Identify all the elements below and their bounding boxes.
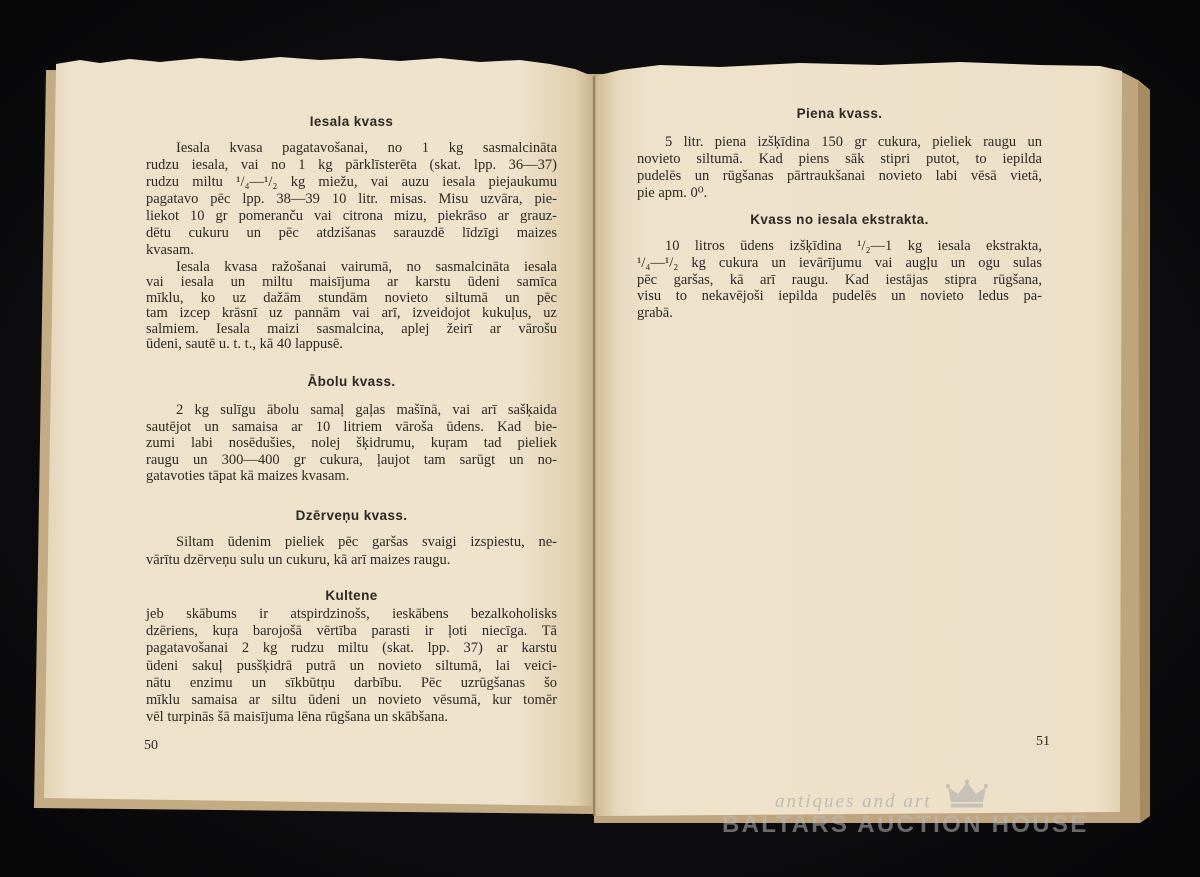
text-line: mīklu samaisa ar siltu ūdeni un novieto vēsumā, kur tomēr xyxy=(146,692,557,709)
text-line: zumi labi nosēdušies, nolej šķidrumu, kuŗam tad pieliek xyxy=(146,435,557,451)
watermark-brand-name: BALTARS AUCTION HOUSE xyxy=(722,811,1089,838)
text-line: salmiem. Iesala maizi sasmalcina, aplej žeirī ar vārošu xyxy=(146,320,557,337)
text-line: Iesala kvasa pagatavošanai, no 1 kg sasmalcināta xyxy=(176,140,557,156)
paragraph xyxy=(146,260,557,352)
text-line: dētu cukuru un pēc atdzišanas sarauzdē līdzīgi maizes xyxy=(146,225,557,241)
text-line: nātu enzimu un sīkbūtņu darbību. Pēc uzrūgšanas šo xyxy=(146,674,557,691)
text-line: kvasam. xyxy=(146,242,194,258)
text-line: Iesala kvasa ražošanai vairumā, no sasmalcināta iesala xyxy=(176,259,557,275)
page-number: 50 xyxy=(144,738,158,753)
crown-icon xyxy=(946,779,988,809)
text-line: raugu un 300—400 gr cukura, ļaujot tam sarūgt un no- xyxy=(146,451,557,468)
text-line: pēc garšas, kā arī raugu. Kad iestājas stipra rūgšana, xyxy=(637,271,1042,288)
text-line: vārītu dzērveņu sulu un cukuru, kā arī maizes raugu. xyxy=(146,552,451,568)
text-line: dzēriens, kuŗa barojošā vērtība parasti ir ļoti niecīga. Tā xyxy=(146,623,557,640)
section-heading: Iesala kvass xyxy=(309,114,394,129)
watermark-tagline: antiques and art xyxy=(775,791,932,812)
text-line: 10 litros ūdens izšķīdina ¹/₂—1 kg iesala ekstrakta, xyxy=(665,238,1042,254)
text-line: 2 kg sulīgu ābolu samaļ gaļas mašīnā, vai arī sašķaida xyxy=(176,402,557,418)
page-number: 51 xyxy=(1036,734,1050,749)
text-line: tam izcep krāsnī uz pannām vai arī, izveidojot kukuļus, uz xyxy=(146,305,557,322)
paragraph xyxy=(146,140,557,259)
text-line: pudelēs un rūgšanas pārtraukšanai novieto labi vēsā vietā, xyxy=(637,168,1042,184)
section-heading: Kvass no iesala ekstrakta. xyxy=(750,212,929,227)
paragraph xyxy=(146,533,557,569)
text-line: liekot 10 gr pomeranču vai citrona mizu, piekrāso ar grauz- xyxy=(146,208,557,224)
paragraph xyxy=(146,606,557,726)
text-line: novieto siltumā. Kad piens sāk stipri putot, to iepilda xyxy=(637,151,1042,167)
section-heading: Kultene xyxy=(325,588,378,603)
text-line: rudzu iesala, vai no 1 kg pārklīsterēta (skat. lpp. 36—37) xyxy=(146,157,557,173)
text-line: ¹/₄—¹/₂ kg cukura un ievārījumu vai augļu un ogu sulas xyxy=(637,254,1042,271)
text-line: jeb skābums ir atspirdzinošs, ieskābens bezalkoholisks xyxy=(146,606,557,622)
text-line: pagatavo pēc lpp. 38—39 10 litr. misas. Misu uzvāra, pie- xyxy=(146,191,557,207)
section-heading: Dzērveņu kvass. xyxy=(295,508,408,523)
text-line: grabā. xyxy=(637,305,673,322)
paragraph xyxy=(637,134,1042,202)
text-line: ūdeni sakuļ pusšķidrā putrā un novieto siltumā, lai veici- xyxy=(146,657,557,674)
text-line: pie apm. 0⁰. xyxy=(637,185,708,201)
text-line: sautējot un samaisa ar 10 litriem vāroša ūdens. Kad bie- xyxy=(146,418,557,435)
right-page-stack-dark-edge xyxy=(1138,82,1150,822)
section-heading: Ābolu kvass. xyxy=(307,374,396,389)
text-line: Siltam ūdenim pieliek pēc garšas svaigi izspiestu, ne- xyxy=(176,534,557,550)
text-line: gatavoties tāpat kā maizes kvasam. xyxy=(146,468,350,484)
paragraph xyxy=(637,238,1042,322)
text-line: pagatavošanai 2 kg rudzu miltu (skat. lpp. 37) ar karstu xyxy=(146,640,557,657)
text-line: mīklu, ko uz dažām stundām novieto siltumā un pēc xyxy=(146,289,557,306)
text-line: 5 litr. piena izšķīdina 150 gr cukura, pieliek raugu un xyxy=(665,134,1042,150)
text-line: vēl turpinās šā maisījuma lēna rūgšana un skābšana. xyxy=(146,709,449,726)
text-line: visu to nekavējoši iepilda pudelēs un novieto ledus pa- xyxy=(637,288,1042,305)
text-line: vai iesala un miltu maisījuma ar karstu ūdeni samīca xyxy=(146,274,557,291)
text-line: rudzu miltu ¹/₄—¹/₂ kg miežu, vai auzu iesala piejaukumu xyxy=(146,174,557,190)
paragraph xyxy=(146,402,557,485)
text-line: ūdeni, sautē u. t. t., kā 40 lappusē. xyxy=(146,336,343,353)
section-heading: Piena kvass. xyxy=(796,106,883,121)
